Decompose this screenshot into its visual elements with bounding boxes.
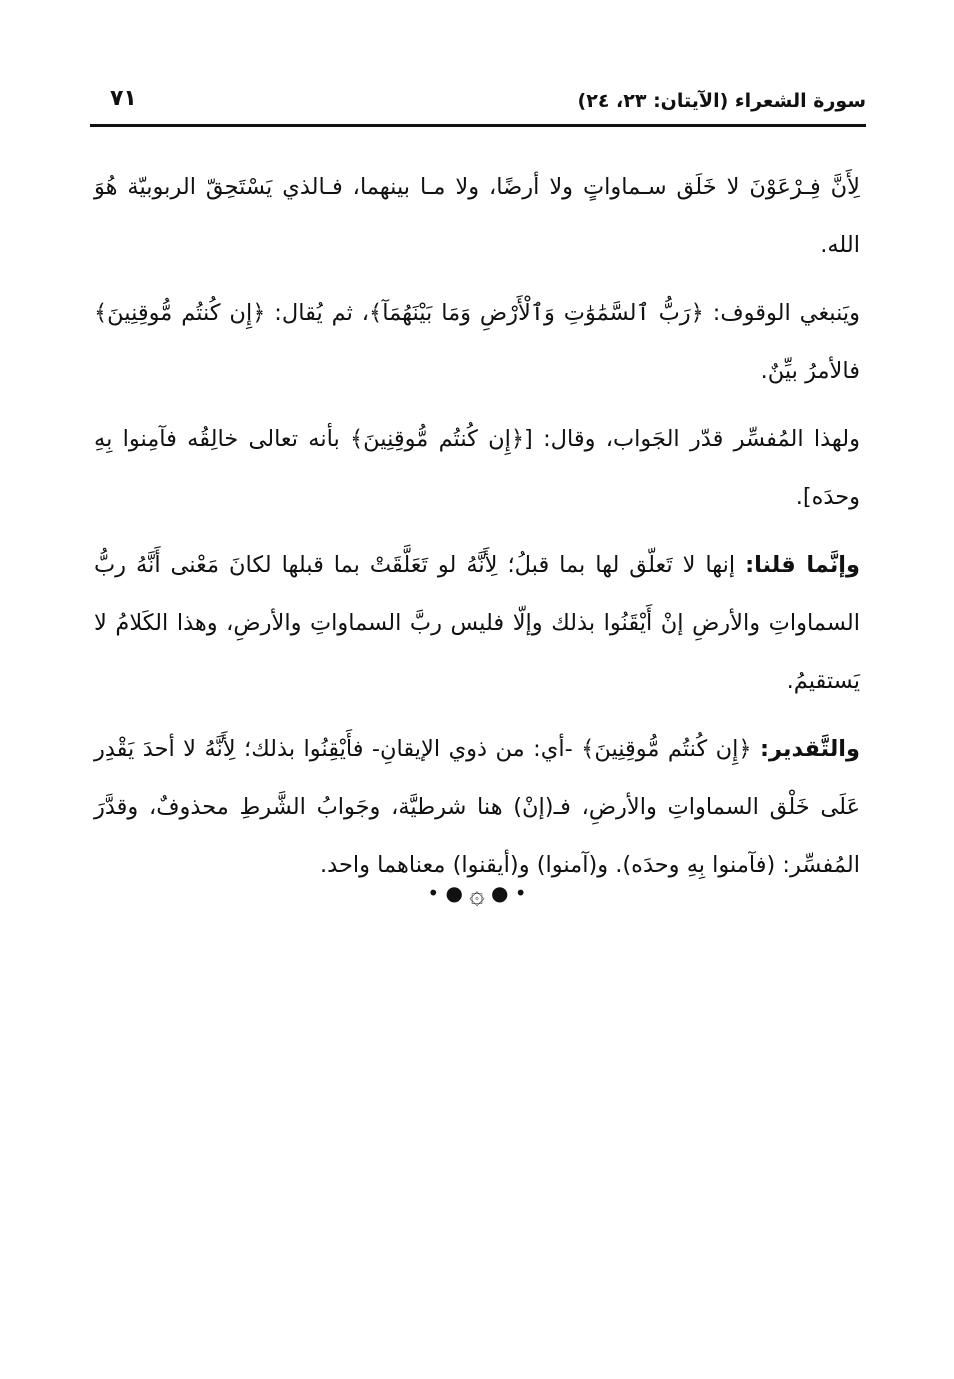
- paragraph-1-text: لِأَنَّ فِـرْعَوْنَ لا خَلَق سـماواتٍ ولا أرضًا، ولا مـا بينهما، فـالذي يَسْتَحِقّ الربوبيّة هُوَ الله.: [94, 174, 860, 258]
- ornament-dots-left: • ●: [427, 881, 464, 905]
- paragraph-3: [94, 410, 860, 526]
- paragraph-2-text: ويَنبغي الوقوف: ﴿رَبُّ ٱلسَّمَٰوَٰتِ وَٱلْأَرْضِ وَمَا بَيْنَهُمَآ﴾، ثم يُقال: ﴿إِن كُنتُم مُّوقِنِينَ﴾ فالأمرُ بيِّنٌ.: [94, 300, 860, 384]
- header-divider: [90, 124, 866, 127]
- flower-ornament-icon: ۞: [469, 880, 485, 910]
- paragraph-5-text: ﴿إِن كُنتُم مُّوقِنِينَ﴾ -أي: من ذوي الإيقانِ- فأَيْقِنُوا بذلك؛ لِأَنَّهُ لا أحدَ يَقْدِر عَلَى خَلْق السماواتِ والأرضِ، فـ(إنْ) هنا شرطيَّة، وجَوابُ الشَّرطِ محذوفٌ، وقدَّرَ المُفسِّر: (فآمنوا بِهِ وحدَه). و(آمنوا) و(أيقنوا) معناهما واحد.: [94, 736, 860, 878]
- paragraph-3-text: ولهذا المُفسِّر قدّر الجَواب، وقال: [﴿إِن كُنتُم مُّوقِنِينَ﴾ بأنه تعالى خالِقُه فآمِنوا بِهِ وحدَه].: [94, 426, 860, 510]
- paragraph-1: [94, 158, 860, 274]
- section-end-ornament: [0, 880, 954, 910]
- paragraph-4-lead: وإنَّما قلنا:: [745, 552, 861, 578]
- paragraph-5: [94, 720, 860, 894]
- paragraph-4: [94, 536, 860, 710]
- body-text: [94, 158, 860, 904]
- running-head-title: سورة الشعراء (الآيتان: ٢٣، ٢٤): [577, 90, 866, 112]
- page-number: ٧١: [110, 86, 137, 111]
- page-header: [88, 82, 866, 122]
- paragraph-5-lead: والتَّقدير:: [760, 736, 860, 762]
- ornament-dots-right: ● •: [490, 881, 527, 905]
- paragraph-4-text: إنها لا تَعلّق لها بما قبلُ؛ لِأَنَّهُ لو تَعَلَّقَتْ بما قبلها لكانَ مَعْنى أَنَّهُ ربُّ السماواتِ والأرضِ إنْ أَيْقَنُوا بذلك وإلّا فليس ربَّ السماواتِ والأرضِ، وهذا الكَلامُ لا يَستقيمُ.: [94, 552, 860, 694]
- paragraph-2: [94, 284, 860, 400]
